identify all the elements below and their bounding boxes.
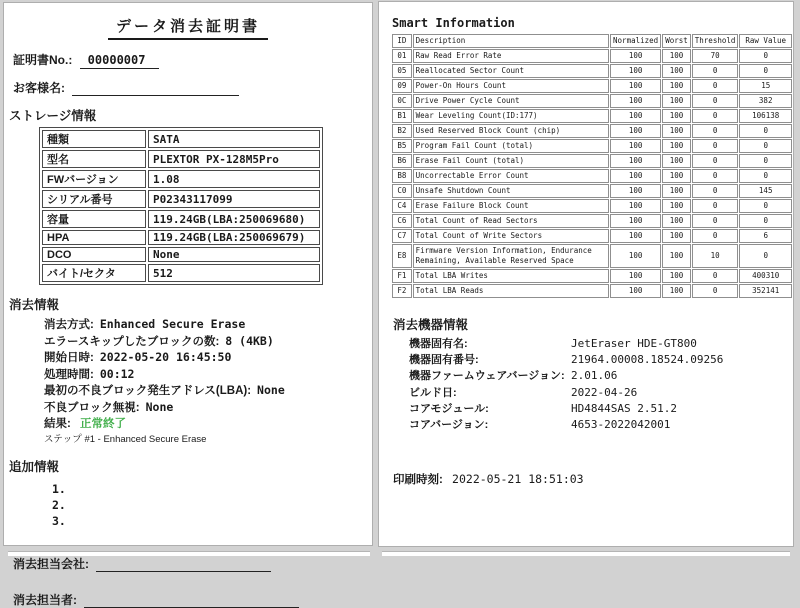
- cell: 種類: [42, 130, 146, 148]
- cell: 100: [610, 124, 661, 138]
- table-row: [392, 64, 792, 78]
- cell: C4: [392, 199, 412, 213]
- result-value: 正常終了: [80, 417, 127, 430]
- customer-name-row: [13, 79, 372, 96]
- field-value: None: [145, 399, 174, 414]
- certificate-number-value: 00000007: [80, 53, 160, 69]
- field-label: 不良ブロック無視:: [44, 401, 140, 414]
- cell: None: [148, 247, 320, 262]
- cell: 100: [610, 49, 661, 63]
- table-row: [392, 244, 792, 268]
- field-value: 4653-2022042001: [571, 417, 671, 431]
- cell: 100: [662, 184, 691, 198]
- erase-company-row: [13, 555, 372, 572]
- cell: 119.24GB(LBA:250069679): [148, 230, 320, 245]
- cell: HPA: [42, 230, 146, 245]
- cell: 0: [739, 124, 792, 138]
- additional-item: 2.: [52, 498, 66, 513]
- field-label: エラースキップしたブロックの数:: [44, 335, 220, 348]
- field-label: 消去方式:: [44, 319, 94, 331]
- cell: 100: [662, 199, 691, 213]
- cell: DCO: [42, 247, 146, 262]
- cell: Program Fail Count (total): [413, 139, 609, 153]
- cell: 100: [610, 79, 661, 93]
- storage-section-heading: ストレージ情報: [9, 109, 97, 123]
- cell: 0: [692, 184, 739, 198]
- cell: 09: [392, 79, 412, 93]
- table-row: [392, 109, 792, 123]
- smart-page: [378, 1, 794, 547]
- smart-table-header-cell: Raw Value: [739, 34, 792, 48]
- cell: 100: [662, 244, 691, 268]
- print-time-row: [393, 471, 793, 487]
- cell: 0: [739, 154, 792, 168]
- cell: Reallocated Sector Count: [413, 64, 609, 78]
- cell: 6: [739, 229, 792, 243]
- cell: F1: [392, 269, 412, 283]
- additional-item: 1.: [52, 482, 66, 497]
- cell: 0: [692, 229, 739, 243]
- device-info-rows: [409, 336, 793, 433]
- erase-step-line: ステップ #1 - Enhanced Secure Erase: [44, 434, 207, 446]
- cell: Unsafe Shutdown Count: [413, 184, 609, 198]
- table-row: [42, 130, 320, 148]
- smart-table-header-cell: Description: [413, 34, 609, 48]
- field-value: 2022-04-26: [571, 385, 638, 399]
- cell: 0: [692, 124, 739, 138]
- field-value: 00:12: [99, 366, 135, 381]
- table-row: [392, 169, 792, 183]
- cell: C6: [392, 214, 412, 228]
- field-label: 機器固有番号:: [409, 354, 479, 367]
- cell: 352141: [739, 284, 792, 298]
- cell: 100: [610, 214, 661, 228]
- cell: 119.24GB(LBA:250069680): [148, 210, 320, 228]
- table-row: [42, 264, 320, 282]
- customer-name-label: お客様名:: [13, 81, 65, 95]
- certificate-number-row: [13, 51, 372, 68]
- table-row: [42, 170, 320, 188]
- erase-company-label: 消去担当会社:: [13, 557, 89, 572]
- print-time-label: 印刷時刻:: [393, 474, 443, 487]
- certificate-page: [3, 2, 373, 608]
- cell: SATA: [148, 130, 320, 148]
- cell: Total LBA Reads: [413, 284, 609, 298]
- erase-company-blank-line: [96, 558, 271, 572]
- cell: P02343117099: [148, 190, 320, 208]
- result-row: [44, 417, 372, 433]
- device-info-row: [409, 417, 793, 433]
- field-label: 開始日時:: [44, 352, 94, 365]
- erase-info-line: [44, 400, 372, 417]
- cell: 100: [610, 169, 661, 183]
- cell: C7: [392, 229, 412, 243]
- cell: 100: [662, 79, 691, 93]
- field-label: ビルド日:: [409, 386, 457, 399]
- result-label: 結果:: [44, 417, 71, 430]
- erase-info-line: [44, 367, 372, 384]
- table-row: [42, 210, 320, 228]
- cell: 0: [692, 214, 739, 228]
- table-row: [392, 269, 792, 283]
- customer-name-blank-line: [72, 82, 239, 96]
- cell: 0: [692, 284, 739, 298]
- cell: 100: [662, 214, 691, 228]
- table-row: [392, 184, 792, 198]
- field-value: HD4844SAS 2.51.2: [571, 401, 677, 415]
- cell: 70: [692, 49, 739, 63]
- device-info-row: [409, 401, 793, 417]
- cell: 0: [692, 109, 739, 123]
- cell: 0: [692, 79, 739, 93]
- cell: C0: [392, 184, 412, 198]
- table-row: [392, 199, 792, 213]
- cell: 0: [739, 214, 792, 228]
- table-row: [392, 229, 792, 243]
- next-page-sliver-left: [8, 551, 370, 556]
- cell: 100: [610, 269, 661, 283]
- cell: 01: [392, 49, 412, 63]
- field-value: 8 (4KB): [225, 333, 274, 348]
- cell: 100: [610, 154, 661, 168]
- cell: Erase Failure Block Count: [413, 199, 609, 213]
- cell: 145: [739, 184, 792, 198]
- cell: 100: [662, 154, 691, 168]
- cell: 0: [739, 49, 792, 63]
- table-row: [42, 230, 320, 245]
- device-info-row: [409, 368, 793, 384]
- cell: 0: [692, 64, 739, 78]
- cell: 05: [392, 64, 412, 78]
- cell: 0: [692, 94, 739, 108]
- cell: FWバージョン: [42, 170, 146, 188]
- cell: 100: [610, 64, 661, 78]
- device-info-row: [409, 385, 793, 401]
- field-value: 2022-05-20 16:45:50: [99, 350, 232, 365]
- erase-info-line: [44, 383, 372, 400]
- cell: 100: [662, 139, 691, 153]
- erase-info-line: [44, 317, 372, 334]
- table-row: [392, 79, 792, 93]
- field-label: 機器固有名:: [409, 338, 468, 350]
- cell: 100: [662, 109, 691, 123]
- erase-section-heading: 消去情報: [9, 298, 60, 312]
- smart-table-header-cell: ID: [392, 34, 412, 48]
- erase-info-line: [44, 350, 372, 367]
- cell: B2: [392, 124, 412, 138]
- table-row: [392, 214, 792, 228]
- cell: 0: [692, 139, 739, 153]
- document-title: データ消去証明書: [108, 15, 268, 40]
- cell: 0: [739, 139, 792, 153]
- field-value: 21964.00008.18524.09256: [571, 353, 724, 367]
- cell: Uncorrectable Error Count: [413, 169, 609, 183]
- smart-table-header-cell: Worst: [662, 34, 691, 48]
- field-value: 2.01.06: [571, 369, 618, 383]
- table-row: [392, 154, 792, 168]
- cell: 0: [692, 269, 739, 283]
- cell: 0: [739, 244, 792, 268]
- field-label: 機器ファームウェアバージョン:: [409, 370, 565, 383]
- additional-section-heading: 追加情報: [9, 460, 60, 475]
- cell: 100: [610, 184, 661, 198]
- cell: B1: [392, 109, 412, 123]
- cell: 100: [662, 284, 691, 298]
- cell: シリアル番号: [42, 190, 146, 208]
- cell: 100: [662, 94, 691, 108]
- cell: 15: [739, 79, 792, 93]
- table-row: [392, 284, 792, 298]
- cell: 100: [610, 244, 661, 268]
- cell: 0: [692, 199, 739, 213]
- smart-table-header-cell: Threshold: [692, 34, 739, 48]
- cell: 100: [610, 139, 661, 153]
- cell: 0: [739, 199, 792, 213]
- field-value: JetEraser HDE-GT800: [571, 337, 697, 350]
- cell: 100: [610, 229, 661, 243]
- cell: 0: [692, 154, 739, 168]
- additional-items: [52, 481, 372, 529]
- cell: Erase Fail Count (total): [413, 154, 609, 168]
- cell: B5: [392, 139, 412, 153]
- cell: 0: [739, 169, 792, 183]
- erase-operator-row: [13, 591, 372, 608]
- cell: Raw Read Error Rate: [413, 49, 609, 63]
- field-label: 最初の不良ブロック発生アドレス(LBA):: [44, 385, 252, 398]
- print-time-value: 2022-05-21 18:51:03: [452, 472, 584, 487]
- cell: 100: [662, 269, 691, 283]
- field-value: None: [257, 383, 285, 398]
- cell: バイト/セクタ: [42, 264, 146, 282]
- cell: 106138: [739, 109, 792, 123]
- cell: 100: [662, 124, 691, 138]
- cell: 400310: [739, 269, 792, 283]
- cell: 0: [739, 64, 792, 78]
- cell: Total Count of Read Sectors: [413, 214, 609, 228]
- table-row: [42, 190, 320, 208]
- cell: 100: [662, 169, 691, 183]
- erase-info-line: [44, 334, 372, 351]
- device-info-row: [409, 336, 793, 352]
- smart-table: [391, 33, 793, 299]
- erase-info-lines: [44, 317, 372, 417]
- table-row: [392, 49, 792, 63]
- cell: Drive Power Cycle Count: [413, 94, 609, 108]
- field-label: コアバージョン:: [409, 418, 489, 431]
- cell: B6: [392, 154, 412, 168]
- smart-table-header-row: [392, 34, 792, 48]
- additional-item: 3.: [52, 514, 66, 529]
- cell: F2: [392, 284, 412, 298]
- cell: E8: [392, 244, 412, 268]
- cell: Power-On Hours Count: [413, 79, 609, 93]
- cell: 容量: [42, 210, 146, 228]
- cell: Total Count of Write Sectors: [413, 229, 609, 243]
- erase-operator-label: 消去担当者:: [13, 593, 77, 608]
- cell: 100: [610, 109, 661, 123]
- table-row: [392, 94, 792, 108]
- device-info-row: [409, 352, 793, 368]
- certificate-number-label: 証明書No.:: [13, 53, 73, 67]
- table-row: [392, 124, 792, 138]
- cell: Firmware Version Information, Endurance Remaining, Available Reserved Space: [413, 244, 609, 268]
- cell: Wear Leveling Count(ID:177): [413, 109, 609, 123]
- cell: 512: [148, 264, 320, 282]
- cell: 382: [739, 94, 792, 108]
- cell: PLEXTOR PX-128M5Pro: [148, 150, 320, 168]
- device-section-heading: 消去機器情報: [393, 318, 469, 332]
- storage-info-table: [39, 127, 323, 285]
- title-wrap: [4, 15, 372, 40]
- cell: 100: [662, 64, 691, 78]
- cell: Used Reserved Block Count (chip): [413, 124, 609, 138]
- cell: 型名: [42, 150, 146, 168]
- table-row: [42, 247, 320, 262]
- cell: B8: [392, 169, 412, 183]
- cell: 0: [692, 169, 739, 183]
- field-value: Enhanced Secure Erase: [99, 317, 246, 331]
- table-row: [392, 139, 792, 153]
- cell: Total LBA Writes: [413, 269, 609, 283]
- erase-operator-blank-line: [84, 594, 299, 608]
- table-row: [42, 150, 320, 168]
- cell: 0C: [392, 94, 412, 108]
- field-label: 処理時間:: [44, 368, 94, 381]
- cell: 100: [662, 229, 691, 243]
- smart-table-header-cell: Normalized: [610, 34, 661, 48]
- cell: 100: [610, 199, 661, 213]
- cell: 10: [692, 244, 739, 268]
- cell: 1.08: [148, 170, 320, 188]
- field-label: コアモジュール:: [409, 402, 489, 415]
- smart-information-title: Smart Information: [392, 16, 515, 30]
- next-page-sliver-right: [382, 551, 790, 556]
- cell: 100: [610, 94, 661, 108]
- cell: 100: [662, 49, 691, 63]
- cell: 100: [610, 284, 661, 298]
